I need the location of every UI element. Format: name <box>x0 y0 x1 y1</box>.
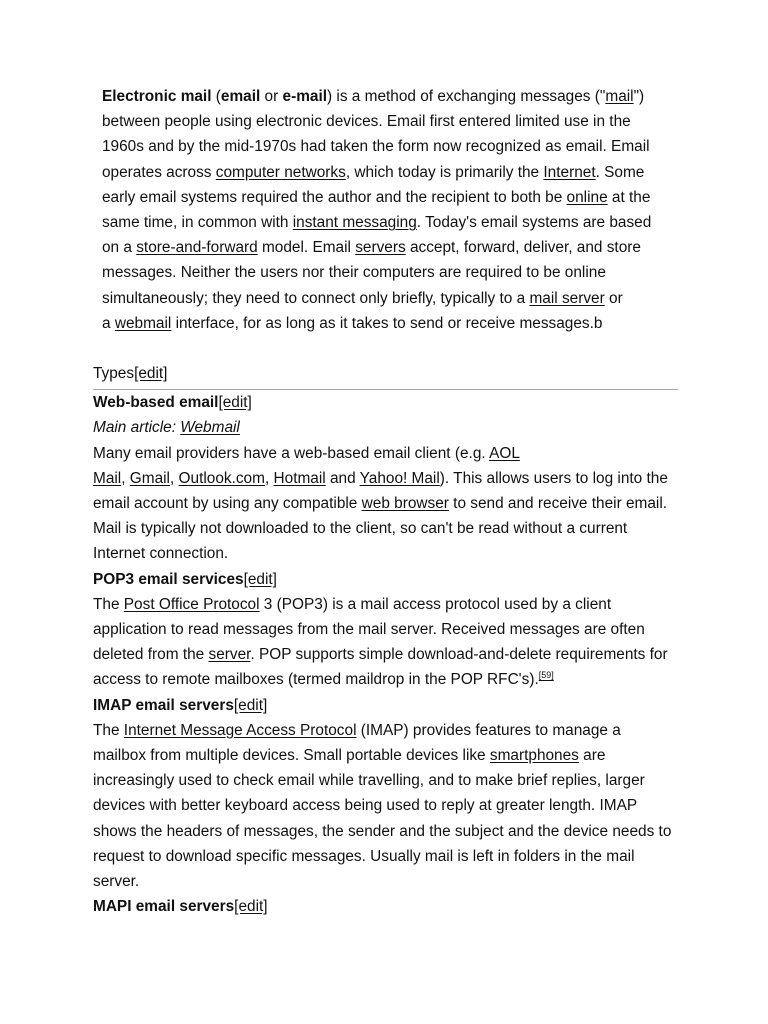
text-run: , <box>264 469 274 487</box>
section-line <box>93 793 693 818</box>
sections-container <box>93 390 693 919</box>
text-run: messages. Neither the users nor their computers are required to be online <box>102 264 606 282</box>
text-run: request to download specific messages. Usually mail is left in folders in the mail <box>93 847 635 865</box>
link-instant-messaging[interactable]: instant messaging <box>292 214 417 232</box>
link-outlook-com[interactable]: Outlook.com <box>178 469 265 487</box>
section-line <box>93 667 693 692</box>
text-run: , which today is primarily the <box>345 163 544 181</box>
text-run: mailbox from multiple devices. Small portable devices like <box>93 747 490 765</box>
text-run: between people using electronic devices. Email first entered limited use in the <box>102 113 631 131</box>
link-servers[interactable]: servers <box>355 239 406 257</box>
text-run: access to remote mailboxes (termed maildrop in the POP RFC's). <box>93 671 539 689</box>
section-line <box>93 743 693 768</box>
text-run: a <box>102 314 115 332</box>
section-heading-label: MAPI email servers <box>93 898 235 916</box>
text-run: ") <box>633 88 645 105</box>
text-run: same time, in common with <box>102 214 293 232</box>
text-run: operates across <box>102 163 216 181</box>
text-run: . Today's email systems are based <box>416 214 652 232</box>
intro-line <box>102 235 672 260</box>
text-run: to send and receive their email. <box>448 495 668 513</box>
section-heading-label: Web-based email <box>93 394 219 412</box>
intro-line <box>102 210 672 235</box>
text-run: increasingly used to check email while travelling, and to make brief replies, larger <box>93 772 645 790</box>
section-line <box>93 844 693 869</box>
intro-line <box>102 84 672 109</box>
intro-line <box>102 109 672 134</box>
text-run: . POP supports simple download-and-delete requirements for <box>250 646 668 664</box>
text-run: The <box>93 721 124 739</box>
link-store-and-forward[interactable]: store-and-forward <box>136 239 258 257</box>
section-line <box>93 415 693 440</box>
types-heading <box>93 361 693 386</box>
text-run: (IMAP) provides features to manage a <box>356 721 621 739</box>
text-run: application to read messages from the mail server. Received messages are often <box>93 621 645 639</box>
text-run: early email systems required the author and the recipient to both be <box>102 188 567 206</box>
section-line <box>93 819 693 844</box>
text-run: or <box>260 88 283 105</box>
intro-line <box>102 260 672 285</box>
link-server[interactable]: server <box>208 646 251 664</box>
intro-line <box>102 160 672 185</box>
bold-term: Electronic mail <box>102 88 212 105</box>
section-heading-web-based-email <box>93 390 693 415</box>
text-run: , <box>169 469 179 487</box>
intro-line <box>102 286 672 311</box>
text-run: are <box>578 747 606 765</box>
edit-link[interactable]: [edit] <box>218 394 252 412</box>
link-computer-networks[interactable]: computer networks <box>215 163 346 181</box>
text-run: The <box>93 595 124 613</box>
text-run: Many email providers have a web-based email client (e.g. <box>93 444 490 462</box>
intro-line <box>102 311 672 336</box>
text-run: devices with better keyboard access being used to reply at greater length. IMAP <box>93 797 638 815</box>
text-run: email account by using any compatible <box>93 495 362 513</box>
text-run: server. <box>93 873 140 891</box>
text-run: ) is a method of exchanging messages (" <box>327 88 606 105</box>
link-internet-message-access-protocol[interactable]: Internet Message Access Protocol <box>123 721 357 739</box>
section-line <box>93 491 693 516</box>
link-mail[interactable]: Mail <box>93 469 122 487</box>
section-line <box>93 466 693 491</box>
intro-line <box>102 134 672 159</box>
section-heading-label: IMAP email servers <box>93 696 234 714</box>
text-run: Internet connection. <box>93 545 229 563</box>
edit-link[interactable]: [edit] <box>234 898 268 916</box>
link-webmail[interactable]: Webmail <box>180 419 240 437</box>
edit-link[interactable]: [edit] <box>243 570 277 588</box>
section-line <box>93 869 693 894</box>
text-run: shows the headers of messages, the sender and the subject and the device needs to <box>93 822 672 840</box>
types-heading-label: Types <box>93 365 135 382</box>
link-gmail[interactable]: Gmail <box>129 469 170 487</box>
document-body <box>93 361 693 919</box>
bold-term: email <box>220 88 261 105</box>
section-line <box>93 516 693 541</box>
text-run: Mail is typically not downloaded to the client, so can't be read without a current <box>93 520 628 538</box>
text-run: or <box>604 289 623 307</box>
intro-paragraph <box>102 84 672 336</box>
text-run: at the <box>607 188 651 206</box>
text-run: 1960s and by the mid-1970s had taken the form now recognized as email. Email <box>102 138 650 156</box>
section-heading-mapi-email-servers <box>93 894 693 919</box>
edit-link[interactable]: [edit] <box>233 696 268 714</box>
text-run: accept, forward, deliver, and store <box>405 239 641 257</box>
text-run: deleted from the <box>93 646 209 664</box>
types-edit-link[interactable]: [edit] <box>134 365 168 382</box>
text-run: on a <box>102 239 137 257</box>
text-run: ). This allows users to log into the <box>439 469 668 487</box>
link-smartphones[interactable]: smartphones <box>489 747 579 765</box>
text-run: , <box>121 469 130 487</box>
section-line <box>93 541 693 566</box>
link-online[interactable]: online <box>566 188 608 206</box>
section-heading-label: POP3 email services <box>93 570 244 588</box>
text-run: ( <box>211 88 221 105</box>
link-post-office-protocol[interactable]: Post Office Protocol <box>123 595 260 613</box>
link-hotmail[interactable]: Hotmail <box>273 469 326 487</box>
link-internet[interactable]: Internet <box>543 163 596 181</box>
link-web-browser[interactable]: web browser <box>361 495 449 513</box>
text-run: and <box>325 469 360 487</box>
section-heading-imap-email-servers <box>93 693 693 718</box>
citation-link[interactable]: [59] <box>538 670 554 681</box>
section-line <box>93 441 693 466</box>
text-run: Main article: <box>93 419 181 437</box>
text-run: interface, for as long as it takes to send or receive messages.b <box>171 314 603 332</box>
section-line <box>93 718 693 743</box>
text-run: 3 (POP3) is a mail access protocol used by a client <box>259 595 612 613</box>
link-mail[interactable]: mail <box>605 88 634 105</box>
section-line <box>93 592 693 617</box>
section-line <box>93 642 693 667</box>
section-line <box>93 617 693 642</box>
text-run: model. Email <box>257 239 356 257</box>
section-line <box>93 768 693 793</box>
link-aol[interactable]: AOL <box>489 444 520 462</box>
link-webmail[interactable]: webmail <box>114 314 172 332</box>
link-mail-server[interactable]: mail server <box>529 289 605 307</box>
intro-line <box>102 185 672 210</box>
bold-term: e-mail <box>282 88 327 105</box>
link-yahoo-mail[interactable]: Yahoo! Mail <box>359 469 440 487</box>
section-heading-pop3-email-services <box>93 567 693 592</box>
text-run: . Some <box>595 163 645 181</box>
text-run: simultaneously; they need to connect only briefly, typically to a <box>102 289 530 307</box>
